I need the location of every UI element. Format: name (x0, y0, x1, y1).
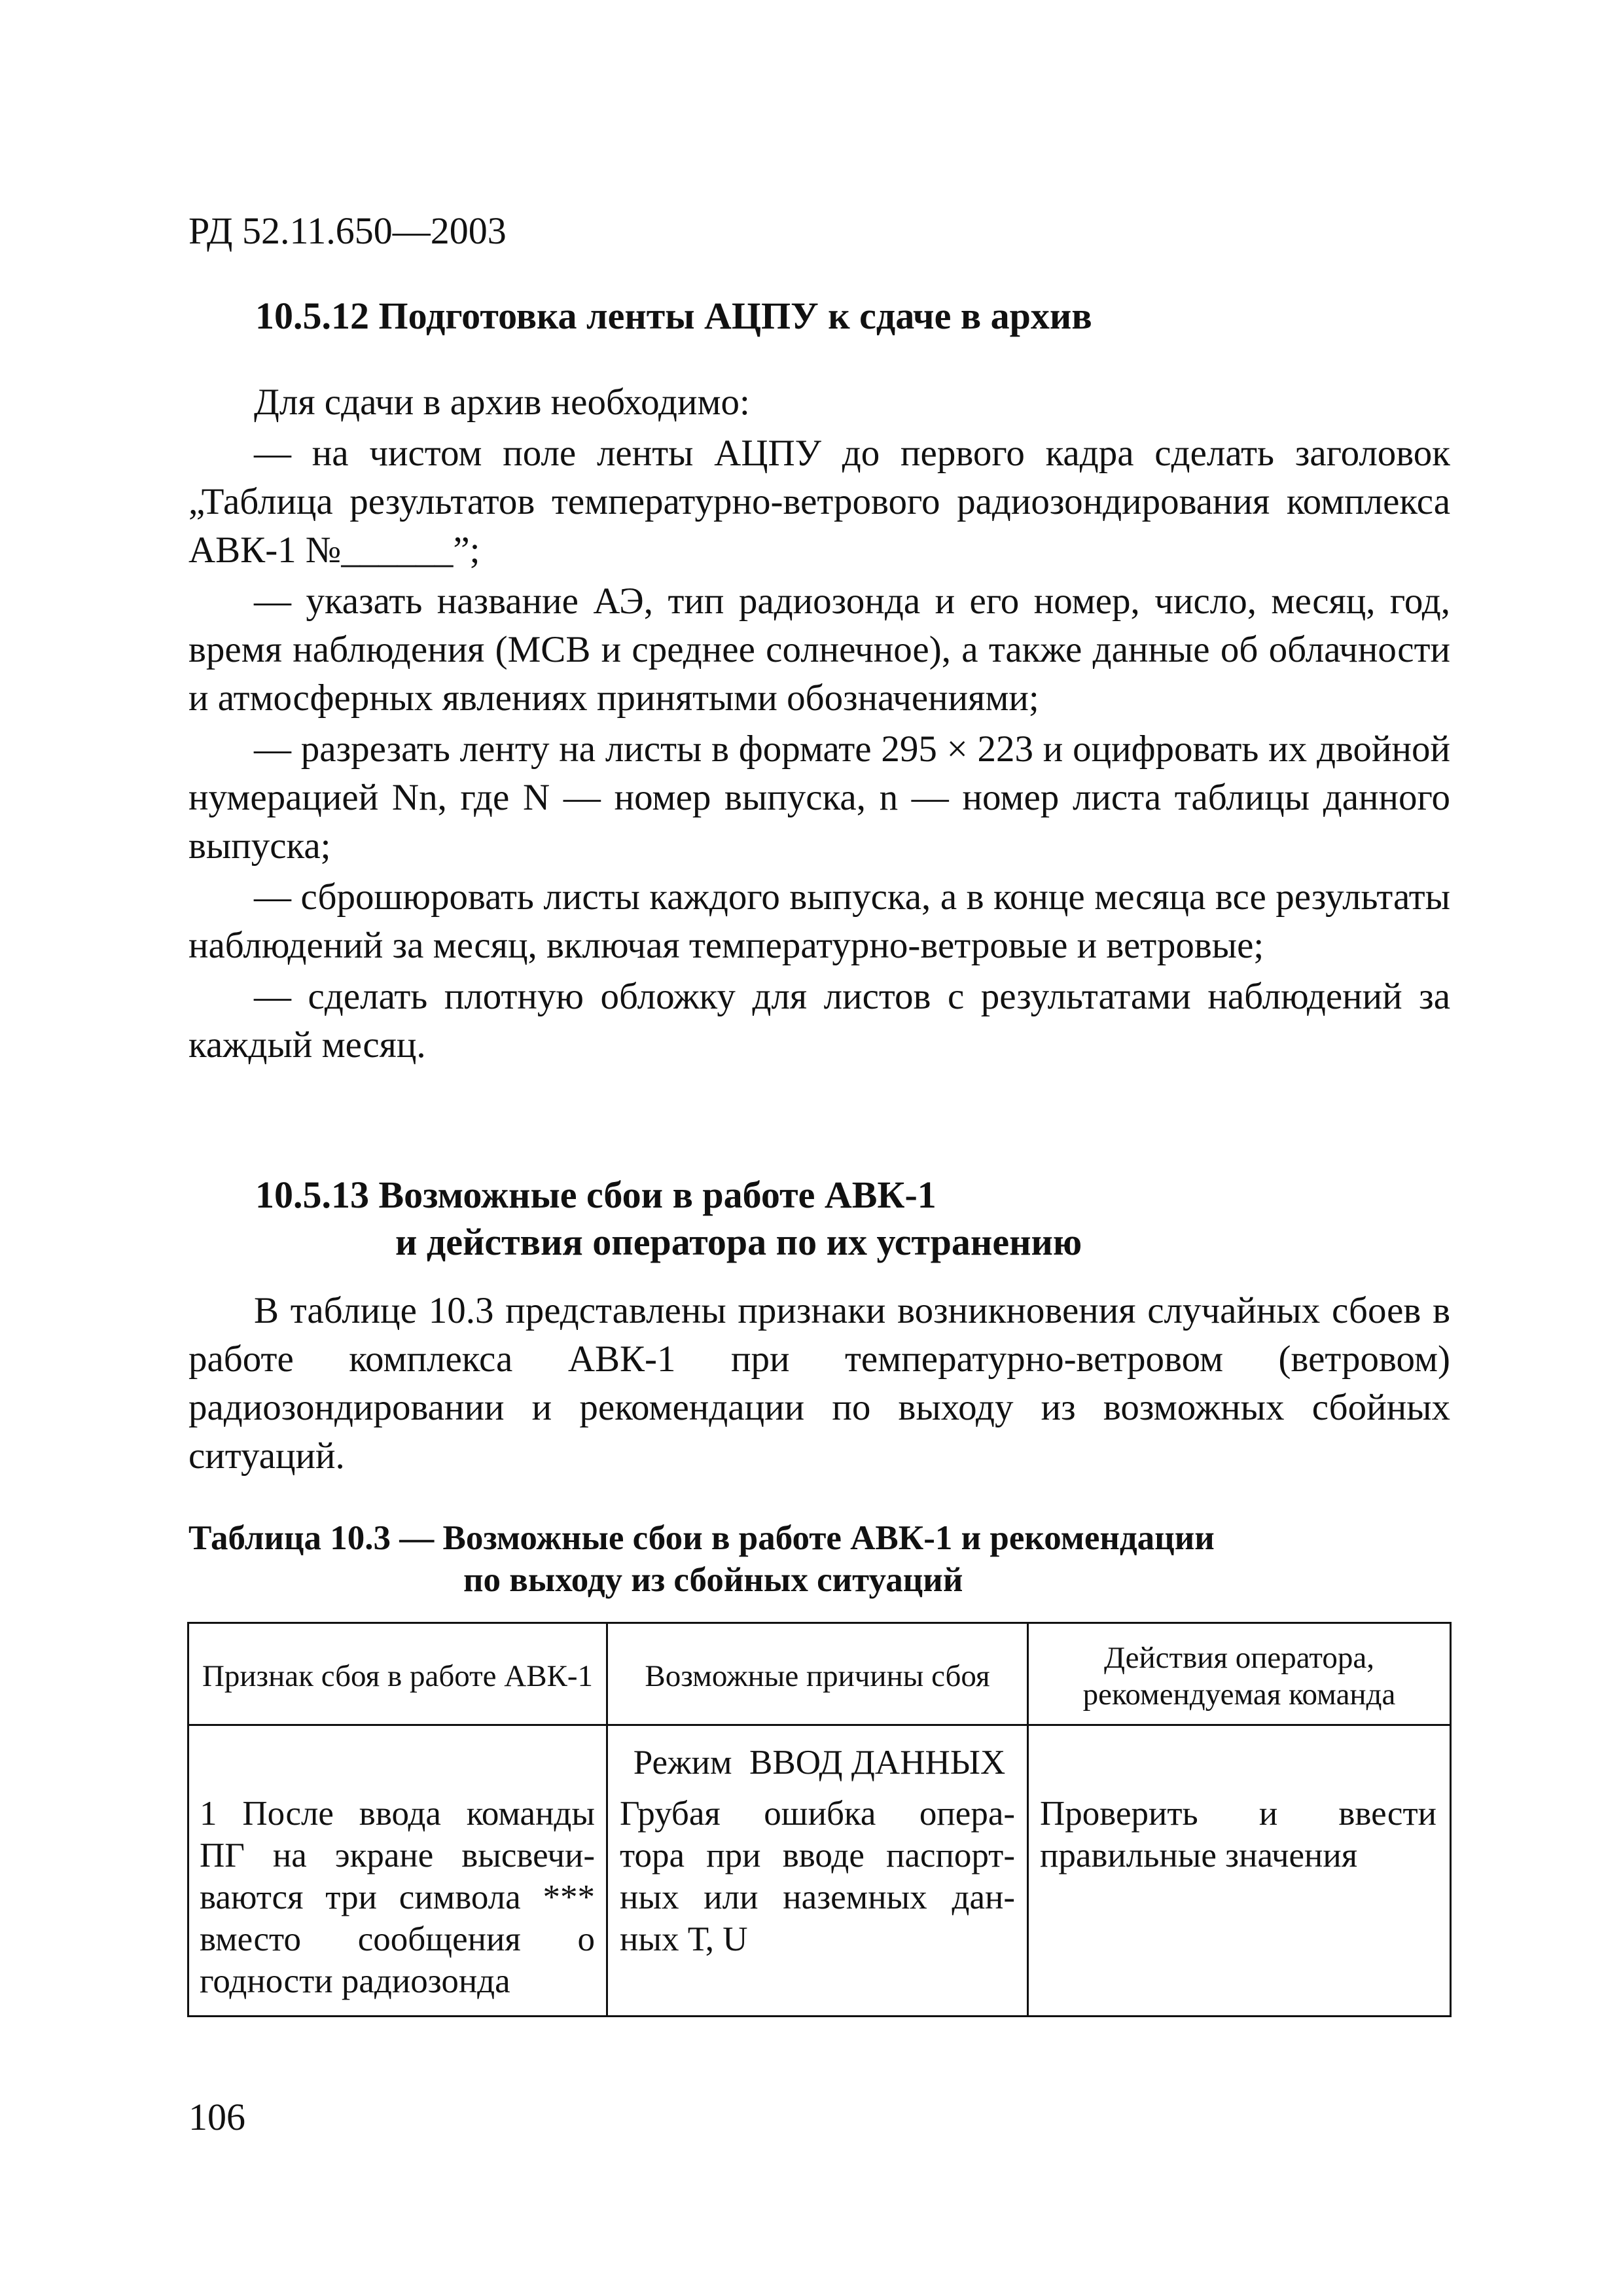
section-body-10-5-12 (188, 378, 1450, 1072)
header-causes: Возможные причины сбоя (645, 1659, 990, 1693)
section-body-10-5-13 (188, 1287, 1450, 1480)
cell-line: ных или наземных дан- (620, 1878, 1015, 1916)
header-divider (189, 1724, 1450, 1726)
table-caption-line-2: по выходу из сбойных ситуаций (463, 1561, 963, 1599)
document-code: РД 52.11.650—2003 (188, 209, 507, 252)
cell-line: тора при вводе паспорт- (620, 1837, 1015, 1874)
section-title-line-2: и действия оператора по их устранению (395, 1221, 1082, 1263)
table-row-1-causes (620, 1793, 1015, 1960)
header-symptom: Признак сбоя в работе АВК-1 (202, 1659, 594, 1693)
cell-line: ПГ на экране высвечи- (200, 1837, 595, 1874)
cell-line: годности радиозонда (200, 1962, 510, 2000)
page-number: 106 (188, 2096, 245, 2138)
table-intro-paragraph: В таблице 10.3 представлены признаки возникновения случайных сбоев в работе комплекса АВК-1 при температурно-ветровом (ветровом) радиозондировании и рекомендации по выходу из возможных сбойных ситуаций. (188, 1290, 1450, 1477)
mode-label-data-input (189, 1742, 1450, 1784)
cell-line: Грубая ошибка опера- (620, 1795, 1015, 1833)
section-title-line-1: 10.5.13 Возможные сбои в работе АВК-1 (255, 1174, 936, 1216)
cell-line: вместо сообщения о (200, 1920, 595, 1958)
table-caption (188, 1517, 1215, 1601)
list-item-cut-sheets: — разрезать ленту на листы в формате 295 × 223 и оцифровать их двойной нумерацией Nn, где N — номер выпуска, n — номер листа таблицы данного выпуска; (188, 728, 1450, 867)
header-actions: Действия оператора, рекомендуемая команда (1082, 1641, 1396, 1712)
list-item-details: — указать название АЭ, тип радиозонда и его номер, число, месяц, год, время наблюдения (МСВ и среднее солнечное), а также данные об облачности и атмосферных явлениях принятыми обозначениями; (188, 581, 1450, 719)
table-row-1-symptom (200, 1793, 595, 2002)
cell-line: ных Т, U (620, 1920, 748, 1958)
cell-line: 1 После ввода команды (200, 1795, 595, 1833)
section-title-10-5-13 (255, 1172, 1082, 1266)
list-item-header: — на чистом поле ленты АЦПУ до первого кадра сделать заголовок „Таблица результатов температурно-ветрового радиозондирования комплекса АВК-1 №______”; (188, 433, 1450, 571)
intro-paragraph: Для сдачи в архив необходимо: (254, 382, 750, 423)
list-item-bind-sheets: — сброшюровать листы каждого выпуска, а в конце месяца все результаты наблюдений за месяц, включая температурно-ветровые и ветровые; (188, 876, 1450, 966)
cell-line: Проверить и ввести (1040, 1795, 1436, 1833)
table-caption-line-1: Таблица 10.3 — Возможные сбои в работе АВК-1 и рекомендации (188, 1519, 1215, 1557)
list-item-cover: — сделать плотную обложку для листов с результатами наблюдений за каждый месяц. (188, 976, 1450, 1066)
cell-line: правильные значения (1040, 1837, 1358, 1874)
faults-table (187, 1622, 1452, 2017)
mode-label-text: Режим ВВОД ДАННЫХ (630, 1744, 1010, 1782)
cell-line: ваются три символа *** (200, 1878, 595, 1916)
section-title-10-5-12: 10.5.12 Подготовка ленты АЦПУ к сдаче в архив (255, 295, 1092, 337)
table-row-1-actions (1040, 1793, 1436, 1876)
